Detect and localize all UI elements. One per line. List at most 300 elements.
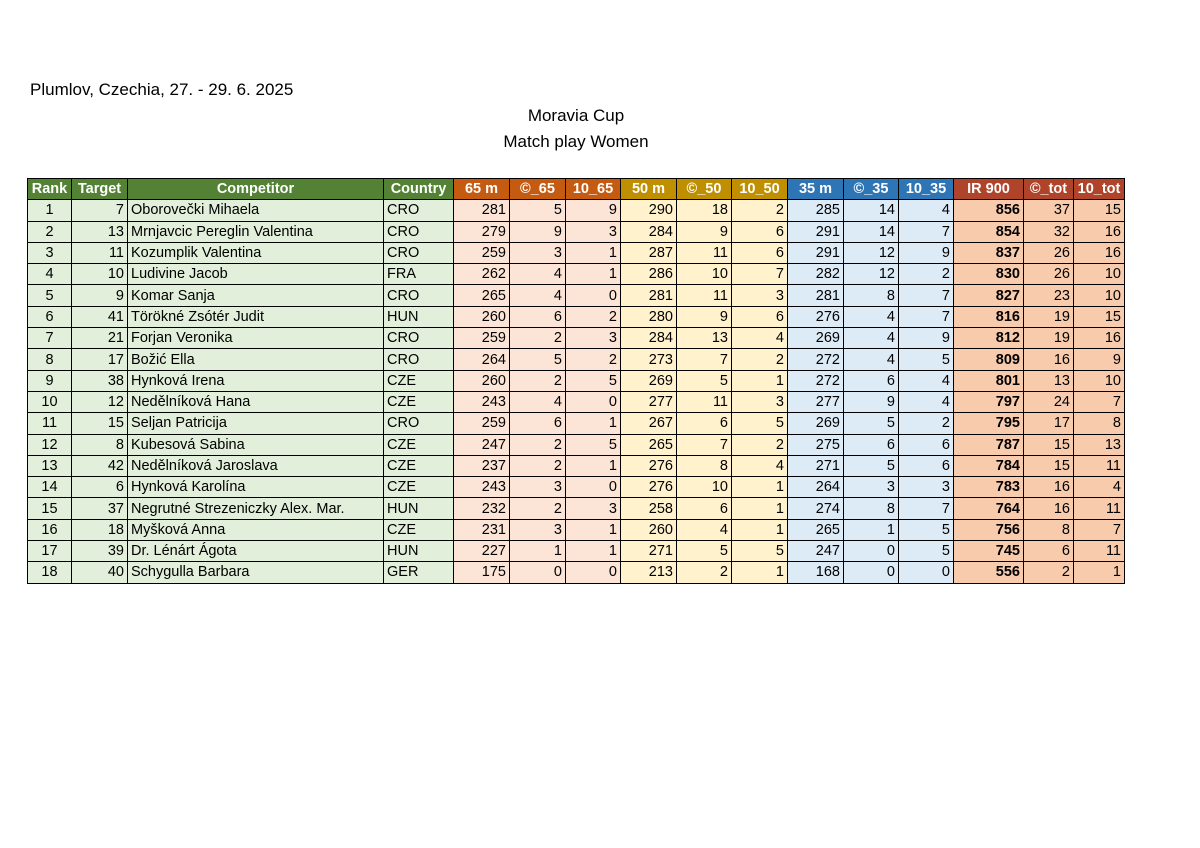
score-50m-cell: 287: [621, 242, 677, 263]
score-35m-cell: 281: [788, 285, 844, 306]
tens-35-cell: 9: [899, 242, 954, 263]
x-35-cell: 1: [844, 519, 899, 540]
score-50m-cell: 280: [621, 306, 677, 327]
score-50m-cell: 260: [621, 519, 677, 540]
tens-65-cell: 3: [566, 498, 621, 519]
tens-total-cell: 1: [1074, 562, 1125, 583]
tens-50-cell: 2: [732, 349, 788, 370]
column-header-target: Target: [72, 179, 128, 200]
target-cell: 39: [72, 541, 128, 562]
rank-cell: 3: [28, 242, 72, 263]
tens-50-cell: 2: [732, 200, 788, 221]
column-header-x-65: ©_65: [510, 179, 566, 200]
score-50m-cell: 265: [621, 434, 677, 455]
competitor-cell: Božić Ella: [128, 349, 384, 370]
score-50m-cell: 276: [621, 477, 677, 498]
x-50-cell: 9: [677, 306, 732, 327]
x-65-cell: 4: [510, 264, 566, 285]
x-35-cell: 8: [844, 285, 899, 306]
x-total-cell: 19: [1024, 328, 1074, 349]
x-50-cell: 10: [677, 264, 732, 285]
tens-50-cell: 5: [732, 413, 788, 434]
x-65-cell: 4: [510, 285, 566, 306]
rank-cell: 2: [28, 221, 72, 242]
x-35-cell: 6: [844, 370, 899, 391]
column-header-country: Country: [384, 179, 454, 200]
competitor-cell: Kozumplik Valentina: [128, 242, 384, 263]
table-header-row: [28, 179, 1125, 200]
tens-65-cell: 1: [566, 455, 621, 476]
competitor-cell: Kubesová Sabina: [128, 434, 384, 455]
column-header-x-35: ©_35: [844, 179, 899, 200]
x-50-cell: 5: [677, 541, 732, 562]
competitor-cell: Mrnjavcic Pereglin Valentina: [128, 221, 384, 242]
x-35-cell: 0: [844, 541, 899, 562]
tens-50-cell: 3: [732, 285, 788, 306]
x-50-cell: 7: [677, 349, 732, 370]
table-row: [28, 413, 1125, 434]
x-total-cell: 16: [1024, 477, 1074, 498]
country-cell: CRO: [384, 413, 454, 434]
table-row: [28, 541, 1125, 562]
tens-35-cell: 7: [899, 498, 954, 519]
x-total-cell: 8: [1024, 519, 1074, 540]
x-35-cell: 12: [844, 242, 899, 263]
score-35m-cell: 274: [788, 498, 844, 519]
score-50m-cell: 271: [621, 541, 677, 562]
tens-65-cell: 2: [566, 306, 621, 327]
tens-total-cell: 10: [1074, 285, 1125, 306]
competitor-cell: Oborovečki Mihaela: [128, 200, 384, 221]
x-total-cell: 32: [1024, 221, 1074, 242]
tens-35-cell: 4: [899, 391, 954, 412]
x-total-cell: 2: [1024, 562, 1074, 583]
column-header-total-ir900: IR 900: [954, 179, 1024, 200]
table-row: [28, 498, 1125, 519]
score-50m-cell: 277: [621, 391, 677, 412]
competitor-cell: Ludivine Jacob: [128, 264, 384, 285]
tens-50-cell: 6: [732, 242, 788, 263]
target-cell: 40: [72, 562, 128, 583]
tens-total-cell: 15: [1074, 200, 1125, 221]
tens-50-cell: 1: [732, 370, 788, 391]
competitor-cell: Komar Sanja: [128, 285, 384, 306]
score-50m-cell: 286: [621, 264, 677, 285]
tens-50-cell: 5: [732, 541, 788, 562]
x-65-cell: 4: [510, 391, 566, 412]
country-cell: CRO: [384, 242, 454, 263]
tens-total-cell: 16: [1074, 328, 1125, 349]
tens-35-cell: 5: [899, 349, 954, 370]
tens-35-cell: 2: [899, 264, 954, 285]
country-cell: HUN: [384, 306, 454, 327]
column-header-score-65m: 65 m: [454, 179, 510, 200]
target-cell: 41: [72, 306, 128, 327]
score-50m-cell: 269: [621, 370, 677, 391]
x-35-cell: 5: [844, 413, 899, 434]
tens-35-cell: 3: [899, 477, 954, 498]
total-ir900-cell: 795: [954, 413, 1024, 434]
x-65-cell: 2: [510, 498, 566, 519]
x-65-cell: 2: [510, 455, 566, 476]
table-row: [28, 370, 1125, 391]
total-ir900-cell: 764: [954, 498, 1024, 519]
tens-total-cell: 9: [1074, 349, 1125, 370]
tens-total-cell: 16: [1074, 242, 1125, 263]
score-35m-cell: 271: [788, 455, 844, 476]
tens-35-cell: 0: [899, 562, 954, 583]
score-35m-cell: 247: [788, 541, 844, 562]
x-35-cell: 5: [844, 455, 899, 476]
target-cell: 9: [72, 285, 128, 306]
total-ir900-cell: 787: [954, 434, 1024, 455]
x-65-cell: 2: [510, 370, 566, 391]
total-ir900-cell: 837: [954, 242, 1024, 263]
total-ir900-cell: 856: [954, 200, 1024, 221]
rank-cell: 10: [28, 391, 72, 412]
tens-50-cell: 6: [732, 306, 788, 327]
score-50m-cell: 276: [621, 455, 677, 476]
column-header-tens-65: 10_65: [566, 179, 621, 200]
x-50-cell: 6: [677, 498, 732, 519]
score-35m-cell: 264: [788, 477, 844, 498]
tens-50-cell: 7: [732, 264, 788, 285]
competitor-cell: Myšková Anna: [128, 519, 384, 540]
x-50-cell: 8: [677, 455, 732, 476]
score-50m-cell: 290: [621, 200, 677, 221]
target-cell: 37: [72, 498, 128, 519]
rank-cell: 11: [28, 413, 72, 434]
tens-50-cell: 1: [732, 562, 788, 583]
tens-50-cell: 4: [732, 328, 788, 349]
x-35-cell: 4: [844, 306, 899, 327]
score-65m-cell: 281: [454, 200, 510, 221]
score-50m-cell: 213: [621, 562, 677, 583]
country-cell: CRO: [384, 200, 454, 221]
table-row: [28, 434, 1125, 455]
table-row: [28, 519, 1125, 540]
competitor-cell: Nedělníková Hana: [128, 391, 384, 412]
x-65-cell: 0: [510, 562, 566, 583]
x-total-cell: 15: [1024, 455, 1074, 476]
column-header-tens-35: 10_35: [899, 179, 954, 200]
score-65m-cell: 259: [454, 242, 510, 263]
score-35m-cell: 168: [788, 562, 844, 583]
country-cell: CRO: [384, 349, 454, 370]
rank-cell: 7: [28, 328, 72, 349]
tens-35-cell: 2: [899, 413, 954, 434]
table-row: [28, 221, 1125, 242]
competitor-cell: Hynková Karolína: [128, 477, 384, 498]
table-row: [28, 391, 1125, 412]
rank-cell: 13: [28, 455, 72, 476]
x-total-cell: 19: [1024, 306, 1074, 327]
country-cell: CZE: [384, 519, 454, 540]
competitor-cell: Hynková Irena: [128, 370, 384, 391]
rank-cell: 9: [28, 370, 72, 391]
x-65-cell: 3: [510, 242, 566, 263]
x-50-cell: 11: [677, 285, 732, 306]
x-50-cell: 5: [677, 370, 732, 391]
tens-total-cell: 4: [1074, 477, 1125, 498]
target-cell: 15: [72, 413, 128, 434]
x-65-cell: 6: [510, 413, 566, 434]
tens-35-cell: 6: [899, 455, 954, 476]
column-header-tens-50: 10_50: [732, 179, 788, 200]
competitor-cell: Negrutné Strezeniczky Alex. Mar.: [128, 498, 384, 519]
x-65-cell: 9: [510, 221, 566, 242]
total-ir900-cell: 783: [954, 477, 1024, 498]
x-total-cell: 15: [1024, 434, 1074, 455]
tens-65-cell: 1: [566, 519, 621, 540]
tens-35-cell: 4: [899, 200, 954, 221]
x-65-cell: 5: [510, 200, 566, 221]
x-total-cell: 24: [1024, 391, 1074, 412]
x-total-cell: 17: [1024, 413, 1074, 434]
total-ir900-cell: 854: [954, 221, 1024, 242]
score-50m-cell: 258: [621, 498, 677, 519]
target-cell: 18: [72, 519, 128, 540]
target-cell: 17: [72, 349, 128, 370]
tens-65-cell: 5: [566, 434, 621, 455]
x-35-cell: 4: [844, 349, 899, 370]
x-65-cell: 3: [510, 519, 566, 540]
x-35-cell: 3: [844, 477, 899, 498]
x-65-cell: 1: [510, 541, 566, 562]
score-65m-cell: 247: [454, 434, 510, 455]
country-cell: CZE: [384, 391, 454, 412]
x-35-cell: 14: [844, 200, 899, 221]
rank-cell: 6: [28, 306, 72, 327]
country-cell: CRO: [384, 221, 454, 242]
x-50-cell: 10: [677, 477, 732, 498]
tens-total-cell: 8: [1074, 413, 1125, 434]
score-35m-cell: 276: [788, 306, 844, 327]
column-header-x-50: ©_50: [677, 179, 732, 200]
target-cell: 8: [72, 434, 128, 455]
score-35m-cell: 272: [788, 370, 844, 391]
x-50-cell: 7: [677, 434, 732, 455]
table-row: [28, 285, 1125, 306]
tens-65-cell: 9: [566, 200, 621, 221]
tens-35-cell: 7: [899, 306, 954, 327]
tens-65-cell: 1: [566, 242, 621, 263]
x-35-cell: 0: [844, 562, 899, 583]
country-cell: CZE: [384, 477, 454, 498]
x-50-cell: 18: [677, 200, 732, 221]
table-row: [28, 200, 1125, 221]
country-cell: CZE: [384, 455, 454, 476]
tens-65-cell: 3: [566, 221, 621, 242]
rank-cell: 18: [28, 562, 72, 583]
competitor-cell: Nedělníková Jaroslava: [128, 455, 384, 476]
tens-65-cell: 1: [566, 264, 621, 285]
column-header-x-total: ©_tot: [1024, 179, 1074, 200]
score-35m-cell: 272: [788, 349, 844, 370]
score-65m-cell: 279: [454, 221, 510, 242]
table-row: [28, 455, 1125, 476]
event-location: Plumlov, Czechia, 27. - 29. 6. 2025: [30, 80, 294, 99]
score-65m-cell: 259: [454, 413, 510, 434]
score-65m-cell: 243: [454, 391, 510, 412]
competitor-cell: Törökné Zsótér Judit: [128, 306, 384, 327]
score-35m-cell: 269: [788, 413, 844, 434]
rank-cell: 8: [28, 349, 72, 370]
target-cell: 21: [72, 328, 128, 349]
column-header-score-35m: 35 m: [788, 179, 844, 200]
tens-35-cell: 7: [899, 285, 954, 306]
score-50m-cell: 267: [621, 413, 677, 434]
country-cell: GER: [384, 562, 454, 583]
score-35m-cell: 265: [788, 519, 844, 540]
total-ir900-cell: 556: [954, 562, 1024, 583]
score-65m-cell: 227: [454, 541, 510, 562]
total-ir900-cell: 797: [954, 391, 1024, 412]
tens-65-cell: 1: [566, 413, 621, 434]
target-cell: 6: [72, 477, 128, 498]
table-row: [28, 477, 1125, 498]
country-cell: FRA: [384, 264, 454, 285]
table-row: [28, 349, 1125, 370]
table-body: [28, 200, 1125, 583]
tens-50-cell: 2: [732, 434, 788, 455]
tens-total-cell: 10: [1074, 370, 1125, 391]
tens-total-cell: 11: [1074, 498, 1125, 519]
x-total-cell: 23: [1024, 285, 1074, 306]
x-50-cell: 4: [677, 519, 732, 540]
x-total-cell: 13: [1024, 370, 1074, 391]
score-35m-cell: 277: [788, 391, 844, 412]
rank-cell: 12: [28, 434, 72, 455]
x-50-cell: 13: [677, 328, 732, 349]
x-35-cell: 9: [844, 391, 899, 412]
tens-total-cell: 15: [1074, 306, 1125, 327]
x-total-cell: 37: [1024, 200, 1074, 221]
score-65m-cell: 243: [454, 477, 510, 498]
x-65-cell: 6: [510, 306, 566, 327]
score-35m-cell: 269: [788, 328, 844, 349]
tens-50-cell: 1: [732, 498, 788, 519]
x-35-cell: 4: [844, 328, 899, 349]
score-35m-cell: 291: [788, 221, 844, 242]
column-header-rank: Rank: [28, 179, 72, 200]
total-ir900-cell: 827: [954, 285, 1024, 306]
x-50-cell: 11: [677, 242, 732, 263]
x-50-cell: 9: [677, 221, 732, 242]
country-cell: CZE: [384, 434, 454, 455]
x-total-cell: 16: [1024, 349, 1074, 370]
rank-cell: 16: [28, 519, 72, 540]
tens-65-cell: 0: [566, 285, 621, 306]
x-35-cell: 8: [844, 498, 899, 519]
rank-cell: 1: [28, 200, 72, 221]
total-ir900-cell: 816: [954, 306, 1024, 327]
tens-50-cell: 4: [732, 455, 788, 476]
target-cell: 12: [72, 391, 128, 412]
x-35-cell: 6: [844, 434, 899, 455]
score-65m-cell: 265: [454, 285, 510, 306]
tens-50-cell: 6: [732, 221, 788, 242]
tens-total-cell: 11: [1074, 541, 1125, 562]
score-50m-cell: 284: [621, 328, 677, 349]
rank-cell: 14: [28, 477, 72, 498]
tens-65-cell: 0: [566, 477, 621, 498]
x-total-cell: 16: [1024, 498, 1074, 519]
column-header-tens-total: 10_tot: [1074, 179, 1125, 200]
score-65m-cell: 264: [454, 349, 510, 370]
x-65-cell: 2: [510, 434, 566, 455]
tens-65-cell: 0: [566, 562, 621, 583]
rank-cell: 15: [28, 498, 72, 519]
score-35m-cell: 282: [788, 264, 844, 285]
tens-total-cell: 10: [1074, 264, 1125, 285]
x-50-cell: 6: [677, 413, 732, 434]
column-header-score-50m: 50 m: [621, 179, 677, 200]
tens-35-cell: 5: [899, 519, 954, 540]
x-65-cell: 3: [510, 477, 566, 498]
column-header-competitor: Competitor: [128, 179, 384, 200]
x-total-cell: 26: [1024, 242, 1074, 263]
score-65m-cell: 175: [454, 562, 510, 583]
results-table: [27, 178, 1125, 584]
score-35m-cell: 285: [788, 200, 844, 221]
target-cell: 11: [72, 242, 128, 263]
target-cell: 38: [72, 370, 128, 391]
competitor-cell: Schygulla Barbara: [128, 562, 384, 583]
tens-total-cell: 13: [1074, 434, 1125, 455]
tens-65-cell: 3: [566, 328, 621, 349]
target-cell: 7: [72, 200, 128, 221]
table-row: [28, 242, 1125, 263]
score-65m-cell: 231: [454, 519, 510, 540]
score-50m-cell: 273: [621, 349, 677, 370]
country-cell: CRO: [384, 328, 454, 349]
total-ir900-cell: 784: [954, 455, 1024, 476]
target-cell: 42: [72, 455, 128, 476]
total-ir900-cell: 801: [954, 370, 1024, 391]
rank-cell: 4: [28, 264, 72, 285]
tens-65-cell: 5: [566, 370, 621, 391]
score-35m-cell: 291: [788, 242, 844, 263]
table-row: [28, 306, 1125, 327]
score-65m-cell: 260: [454, 306, 510, 327]
tens-35-cell: 4: [899, 370, 954, 391]
target-cell: 13: [72, 221, 128, 242]
x-total-cell: 26: [1024, 264, 1074, 285]
x-65-cell: 2: [510, 328, 566, 349]
total-ir900-cell: 745: [954, 541, 1024, 562]
score-65m-cell: 232: [454, 498, 510, 519]
x-50-cell: 11: [677, 391, 732, 412]
country-cell: CRO: [384, 285, 454, 306]
tens-50-cell: 3: [732, 391, 788, 412]
score-50m-cell: 281: [621, 285, 677, 306]
tens-65-cell: 2: [566, 349, 621, 370]
score-65m-cell: 262: [454, 264, 510, 285]
score-35m-cell: 275: [788, 434, 844, 455]
country-cell: HUN: [384, 541, 454, 562]
total-ir900-cell: 812: [954, 328, 1024, 349]
tens-total-cell: 7: [1074, 391, 1125, 412]
tens-65-cell: 0: [566, 391, 621, 412]
tens-50-cell: 1: [732, 519, 788, 540]
country-cell: CZE: [384, 370, 454, 391]
score-65m-cell: 259: [454, 328, 510, 349]
competitor-cell: Seljan Patricija: [128, 413, 384, 434]
page-title: Moravia Cup: [527, 106, 625, 125]
x-total-cell: 6: [1024, 541, 1074, 562]
table-row: [28, 328, 1125, 349]
